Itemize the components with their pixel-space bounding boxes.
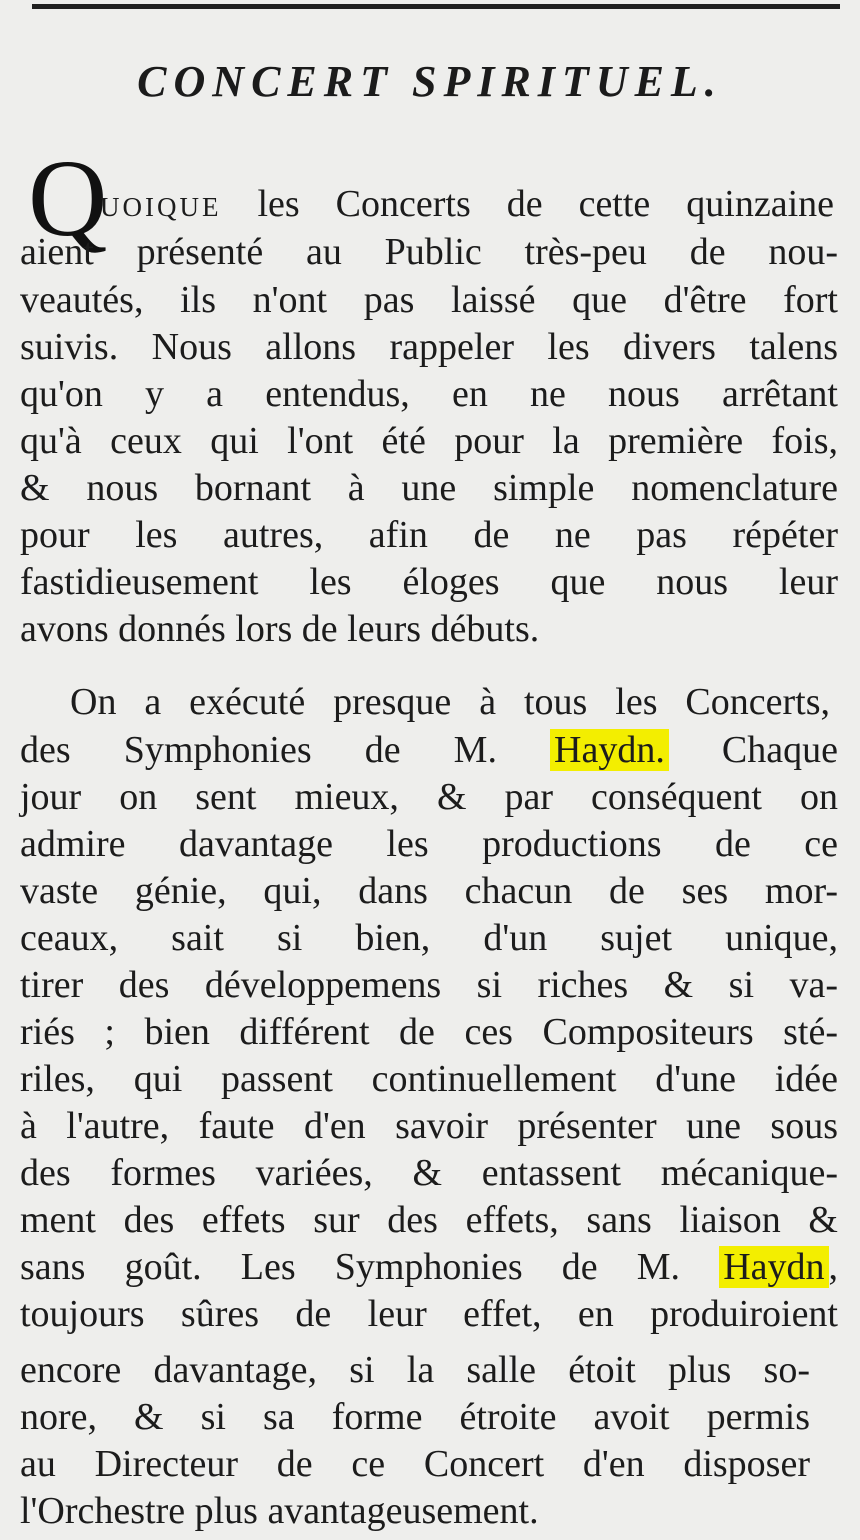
paragraph2-line: vaste génie, qui, dans chacun de ses mor- [20,870,838,912]
paragraph1-line: qu'on y a entendus, en ne nous arrêtant [20,373,838,415]
line-text: Chaque [721,729,838,771]
paragraph2-line: au Directeur de ce Concert d'en disposer [20,1443,810,1485]
paragraph2-line: riés ; bien différent de ces Compositeurs sté- [20,1011,838,1053]
paragraph1-line: veautés, ils n'ont pas laissé que d'être fort [20,279,838,321]
paragraph1-line: aient présenté au Public très-peu de nou- [20,231,838,273]
paragraph2-line: encore davantage, si la salle étoit plus so- [20,1349,810,1391]
first-word: uoique [100,183,222,225]
paragraph2-line: ceaux, sait si bien, d'un sujet unique, [20,917,838,959]
paragraph2-line-haydn [20,1243,838,1291]
paragraph2-line: des formes variées, & entassent mécanique- [20,1152,838,1194]
page-heading: CONCERT SPIRITUEL. [137,57,723,106]
paragraph2-line: riles, qui passent continuellement d'une idée [20,1058,838,1100]
drop-cap: Q [28,137,108,259]
paragraph1-line: pour les autres, afin de ne pas répéter [20,514,838,556]
paragraph1-line: qu'à ceux qui l'ont été pour la première fois, [20,420,838,462]
top-rule [32,4,840,9]
paragraph2-last-line: l'Orchestre plus avantageusement. [20,1490,539,1532]
paragraph1-last-line: avons donnés lors de leurs débuts. [20,608,540,650]
first-line-rest: les Concerts de cette quinzaine [257,183,834,225]
line-text: , [828,1246,838,1288]
paragraph2-line: nore, & si sa forme étroite avoit permis [20,1396,810,1438]
haydn-highlight: Haydn. [550,729,669,771]
paragraph2-line-2 [20,726,838,774]
haydn-highlight: Haydn [719,1246,828,1288]
paragraph1-line: suivis. Nous allons rappeler les divers talens [20,326,838,368]
paragraph2-line: toujours sûres de leur effet, en produiroient [20,1293,838,1335]
paragraph1-line-1 [100,180,834,228]
paragraph2-line: tirer des développemens si riches & si va- [20,964,838,1006]
paragraph1-line: fastidieusement les éloges que nous leur [20,561,838,603]
paragraph2-line-1: On a exécuté presque à tous les Concerts, [70,681,830,723]
paragraph2-line: à l'autre, faute d'en savoir présenter une sous [20,1105,838,1147]
line-text: sans goût. Les Symphonies de M. [20,1246,681,1288]
paragraph2-line: jour on sent mieux, & par conséquent on [20,776,838,818]
paragraph2-line: admire davantage les productions de ce [20,823,838,865]
paragraph2-line: ment des effets sur des effets, sans liaison & [20,1199,838,1241]
line-text: des Symphonies de M. [20,729,497,771]
paragraph1-line: & nous bornant à une simple nomenclature [20,467,838,509]
